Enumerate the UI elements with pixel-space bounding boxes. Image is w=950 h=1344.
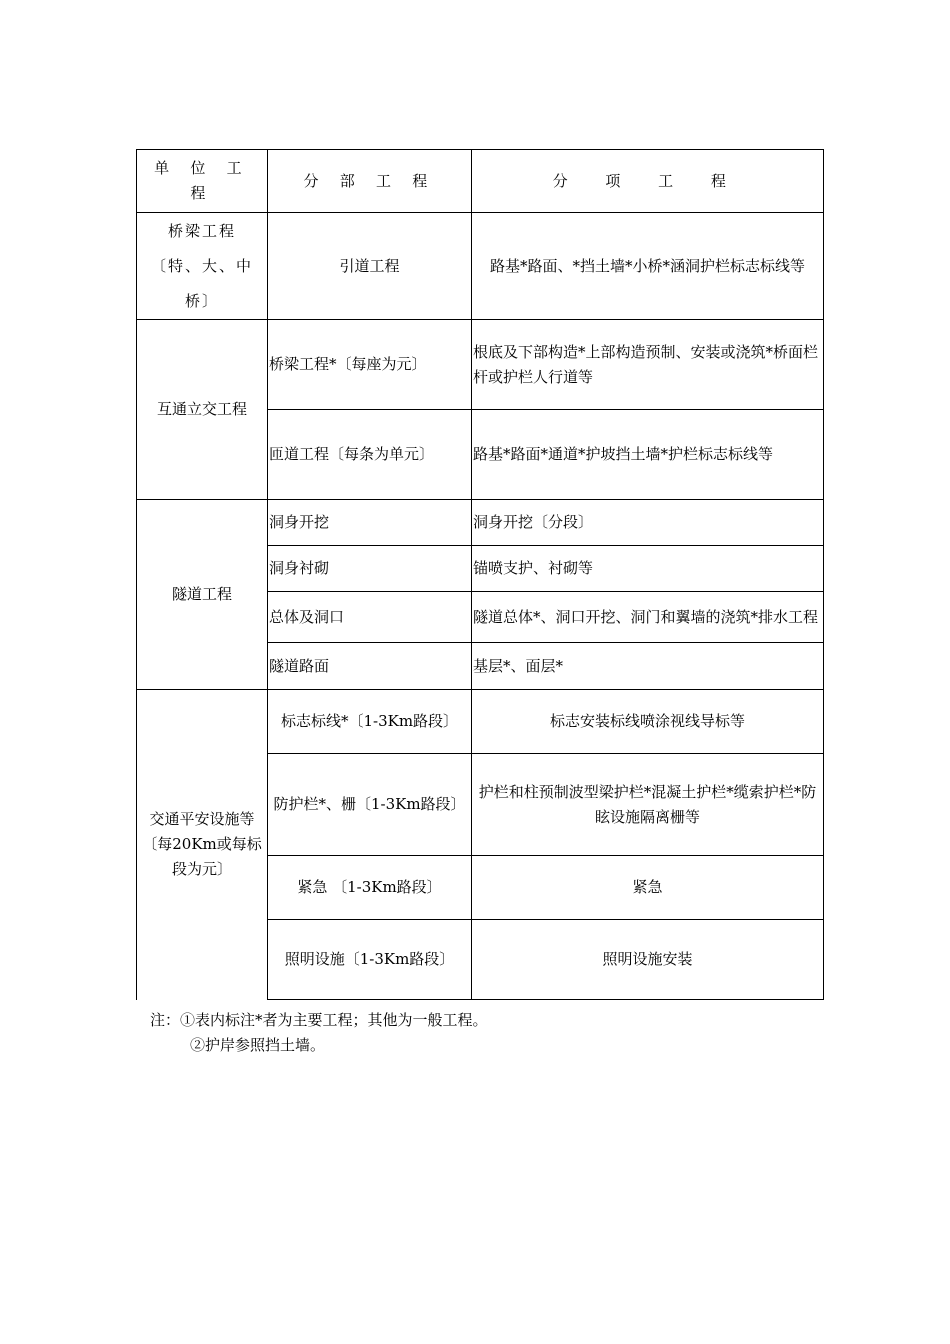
part-cell: 洞身衬砌 <box>268 546 472 592</box>
item-cell: 护栏和柱预制波型梁护栏*混凝土护栏*缆索护栏*防眩设施隔离栅等 <box>472 754 824 856</box>
unit-cell-traffic-safety: 交通平安设施等〔每20Km或每标段为元〕 <box>137 690 268 1000</box>
item-cell: 根底及下部构造*上部构造预制、安装或浇筑*桥面栏杆或护栏人行道等 <box>472 320 824 410</box>
part-cell: 防护栏*、栅〔1-3Km路段〕 <box>268 754 472 856</box>
header-item-project: 分 项 工 程 <box>472 150 824 213</box>
header-row <box>137 150 824 213</box>
part-cell: 总体及洞口 <box>268 592 472 643</box>
item-cell: 紧急 <box>472 856 824 920</box>
item-cell: 基层*、面层* <box>472 643 824 690</box>
note-line-2: ②护岸参照挡土墙。 <box>190 1036 326 1054</box>
table-row <box>137 500 824 546</box>
note-line-1: 注：①表内标注*者为主要工程；其他为一般工程。 <box>150 1011 488 1029</box>
item-cell: 锚喷支护、衬砌等 <box>472 546 824 592</box>
part-cell: 引道工程 <box>268 213 472 320</box>
engineering-division-table <box>136 149 824 1000</box>
item-cell: 路基*路面、*挡土墙*小桥*涵洞护栏标志标线等 <box>472 213 824 320</box>
unit-cell-tunnel: 隧道工程 <box>137 500 268 690</box>
part-cell: 洞身开挖 <box>268 500 472 546</box>
table-row <box>137 213 824 320</box>
item-cell: 照明设施安装 <box>472 920 824 1000</box>
table-row <box>137 690 824 754</box>
item-cell: 标志安装标线喷涂视线导标等 <box>472 690 824 754</box>
unit-cell-interchange: 互通立交工程 <box>137 320 268 500</box>
part-cell: 桥梁工程*〔每座为元〕 <box>268 320 472 410</box>
item-cell: 隧道总体*、洞口开挖、洞门和翼墙的浇筑*排水工程 <box>472 592 824 643</box>
part-cell: 标志标线*〔1-3Km路段〕 <box>268 690 472 754</box>
item-cell: 路基*路面*通道*护坡挡土墙*护栏标志标线等 <box>472 410 824 500</box>
header-unit-project: 单 位 工 程 <box>137 150 268 213</box>
part-cell: 隧道路面 <box>268 643 472 690</box>
unit-cell-bridge: 桥梁工程〔特、大、中桥〕 <box>137 213 268 320</box>
header-division-project: 分 部 工 程 <box>268 150 472 213</box>
part-cell: 匝道工程〔每条为单元〕 <box>268 410 472 500</box>
part-cell: 紧急 〔1-3Km路段〕 <box>268 856 472 920</box>
table-row <box>137 320 824 410</box>
part-cell: 照明设施〔1-3Km路段〕 <box>268 920 472 1000</box>
item-cell: 洞身开挖〔分段〕 <box>472 500 824 546</box>
